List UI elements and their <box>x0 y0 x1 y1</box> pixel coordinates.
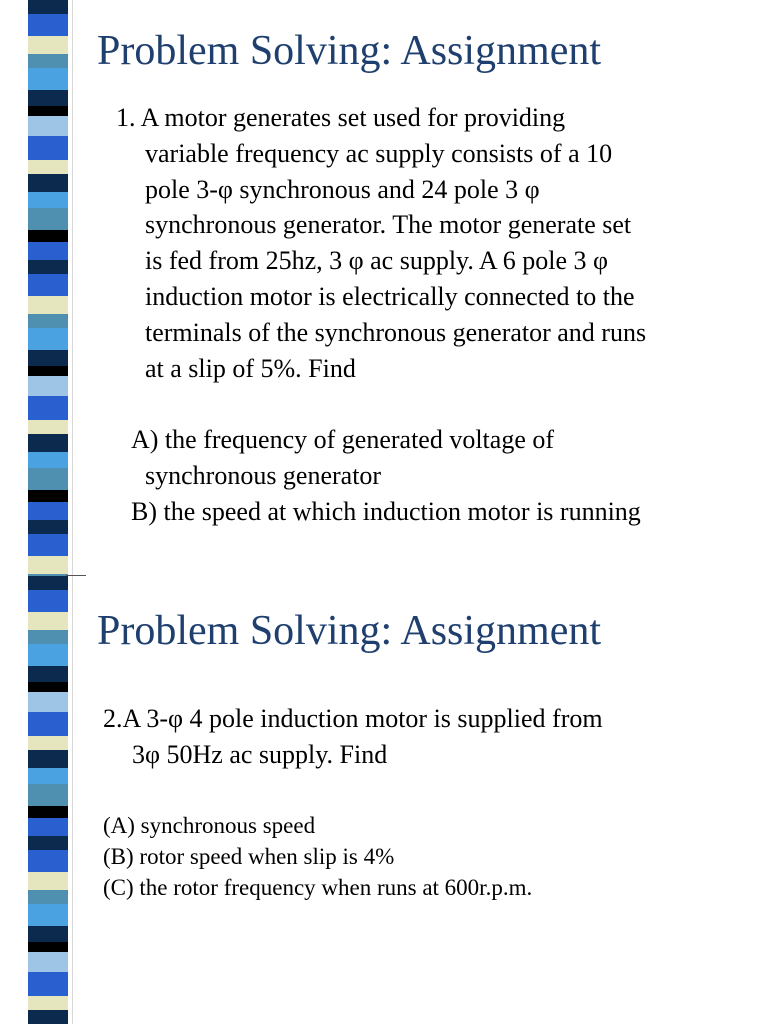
stripe-segment <box>28 174 68 192</box>
slide-edge-line <box>72 0 73 576</box>
stripe-segment <box>28 818 68 836</box>
slide-edge-line <box>72 576 73 1024</box>
stripe-segment <box>28 106 68 116</box>
stripe-segment <box>28 208 68 230</box>
stripe-segment <box>28 612 68 630</box>
stripe-segment <box>28 1010 68 1024</box>
problem-line: terminals of the synchronous generator and runs <box>145 317 647 347</box>
stripe-segment <box>28 590 68 612</box>
stripe-segment <box>28 376 68 396</box>
stripe-segment <box>28 160 68 174</box>
problem-1-parts <box>131 422 641 529</box>
stripe-segment <box>28 68 68 90</box>
part-item: (A) synchronous speed <box>103 813 316 838</box>
stripe-segment <box>28 682 68 692</box>
stripe-segment <box>28 836 68 850</box>
problem-line: is fed from 25hz, 3 φ ac supply. A 6 pole 3 φ <box>145 246 609 276</box>
stripe-segment <box>28 768 68 784</box>
stripe-segment <box>28 14 68 36</box>
problem-line: synchronous generator. The motor generate set <box>145 210 632 240</box>
problem-1-text <box>116 100 646 386</box>
decorative-stripe <box>28 576 68 1024</box>
stripe-segment <box>28 502 68 520</box>
stripe-segment <box>28 434 68 452</box>
stripe-segment <box>28 872 68 890</box>
stripe-segment <box>28 192 68 208</box>
slide-title: Problem Solving: Assignment <box>97 608 602 654</box>
problem-2-text <box>103 701 603 773</box>
part-a-line: A) the frequency of generated voltage of <box>131 425 555 454</box>
slide-2 <box>0 576 768 1024</box>
stripe-segment <box>28 230 68 242</box>
stripe-segment <box>28 54 68 68</box>
problem-line: at a slip of 5%. Find <box>145 353 356 383</box>
stripe-segment <box>28 468 68 490</box>
stripe-segment <box>28 520 68 534</box>
stripe-segment <box>28 806 68 818</box>
stripe-segment <box>28 116 68 136</box>
stripe-segment <box>28 0 68 14</box>
part-item: (C) the rotor frequency when runs at 600r.p.m. <box>103 875 533 900</box>
stripe-segment <box>28 750 68 768</box>
problem-line: 3φ 50Hz ac supply. Find <box>132 739 388 769</box>
stripe-segment <box>28 396 68 420</box>
stripe-segment <box>28 274 68 296</box>
stripe-segment <box>28 576 68 590</box>
stripe-segment <box>28 942 68 952</box>
stripe-segment <box>28 850 68 872</box>
stripe-segment <box>28 90 68 106</box>
stripe-segment <box>28 736 68 750</box>
stripe-segment <box>28 952 68 972</box>
problem-line: 1. A motor generates set used for providing <box>116 103 566 132</box>
stripe-segment <box>28 452 68 468</box>
stripe-segment <box>28 350 68 366</box>
decorative-stripe <box>28 0 68 576</box>
problem-line: 2.A 3-φ 4 pole induction motor is supplied from <box>103 704 603 733</box>
stripe-segment <box>28 534 68 556</box>
stripe-segment <box>28 36 68 54</box>
stripe-segment <box>28 630 68 644</box>
problem-2-parts <box>103 810 532 903</box>
stripe-segment <box>28 692 68 712</box>
part-item: (B) rotor speed when slip is 4% <box>103 844 395 869</box>
slide-title: Problem Solving: Assignment <box>97 28 602 74</box>
part-b: B) the speed at which induction motor is running <box>131 496 641 526</box>
stripe-segment <box>28 366 68 376</box>
stripe-segment <box>28 136 68 160</box>
problem-line: induction motor is electrically connected to the <box>145 281 635 311</box>
stripe-segment <box>28 242 68 260</box>
problem-line: pole 3-φ synchronous and 24 pole 3 φ <box>145 174 540 204</box>
stripe-segment <box>28 926 68 942</box>
stripe-segment <box>28 490 68 502</box>
stripe-segment <box>28 996 68 1010</box>
stripe-segment <box>28 644 68 666</box>
part-a-line: synchronous generator <box>145 460 382 490</box>
stripe-segment <box>28 904 68 926</box>
stripe-segment <box>28 890 68 904</box>
stripe-segment <box>28 972 68 996</box>
problem-line: variable frequency ac supply consists of a 10 <box>145 138 613 168</box>
stripe-segment <box>28 666 68 682</box>
stripe-segment <box>28 556 68 574</box>
stripe-segment <box>28 314 68 328</box>
stripe-segment <box>28 784 68 806</box>
stripe-segment <box>28 420 68 434</box>
stripe-segment <box>28 328 68 350</box>
stripe-segment <box>28 260 68 274</box>
stripe-segment <box>28 296 68 314</box>
stripe-segment <box>28 712 68 736</box>
